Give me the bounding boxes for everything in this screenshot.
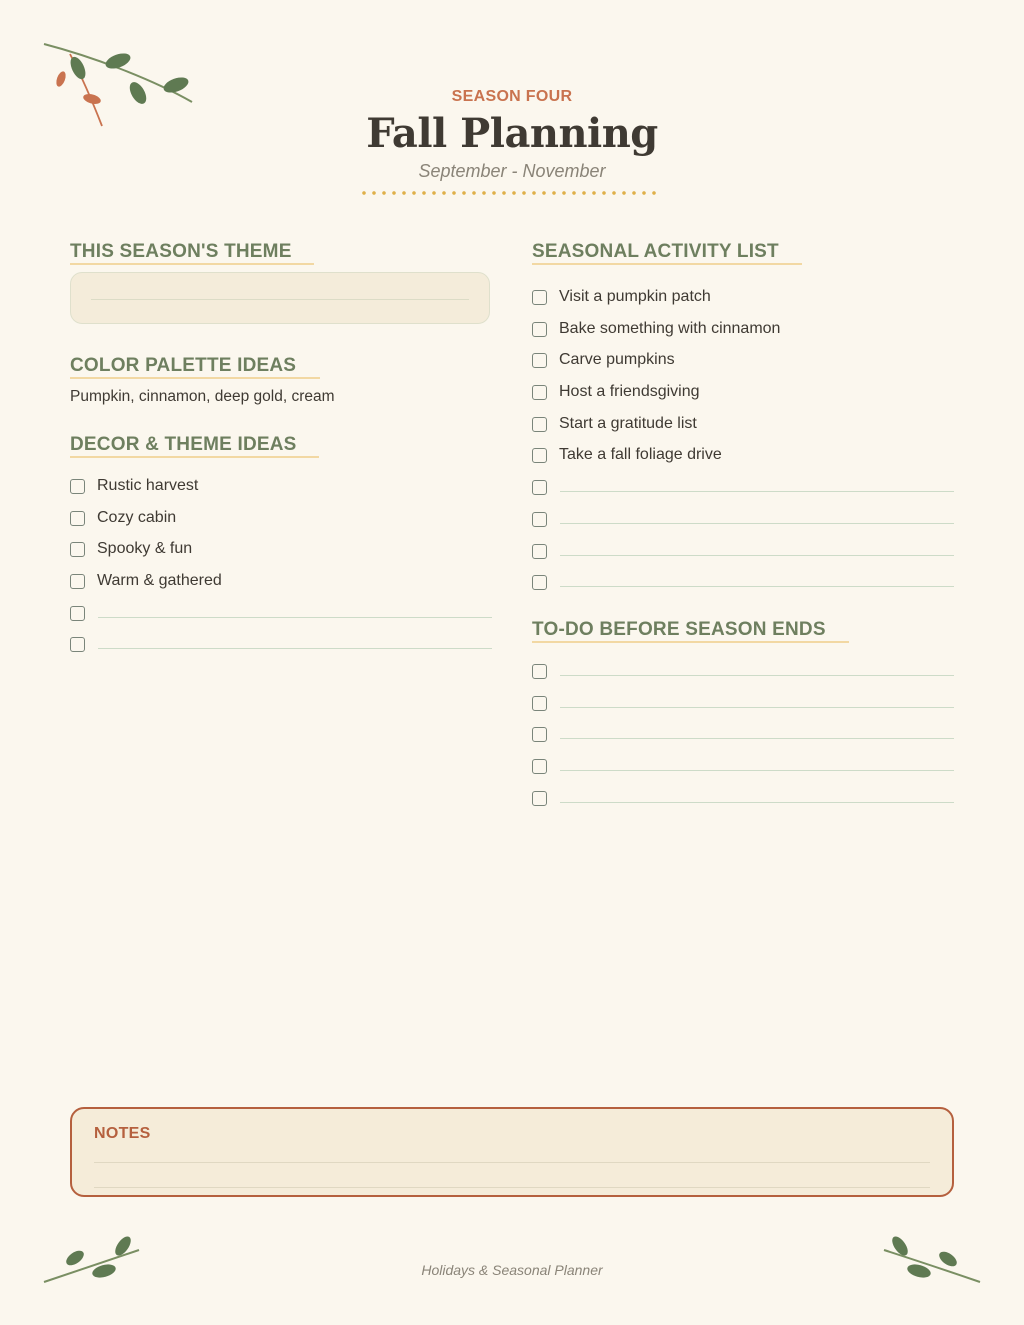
notes-box[interactable] xyxy=(70,1107,954,1197)
palette-heading: COLOR PALETTE IDEAS xyxy=(70,355,297,376)
checklist-item xyxy=(532,353,954,385)
leafy-sprig-icon xyxy=(880,1230,985,1288)
checkbox[interactable] xyxy=(532,417,547,432)
season-label: SEASON FOUR xyxy=(451,88,573,105)
dotted-divider xyxy=(359,190,659,196)
activities-heading: SEASONAL ACTIVITY LIST xyxy=(532,241,779,262)
theme-input-box[interactable] xyxy=(70,272,490,324)
page-title: Fall Planning xyxy=(366,110,658,157)
todo-list xyxy=(532,664,954,822)
checklist-item xyxy=(532,696,954,728)
checklist-item xyxy=(532,448,954,480)
theme-heading-underline xyxy=(70,263,314,265)
notes-line xyxy=(94,1162,930,1163)
activities-heading-underline xyxy=(532,263,802,265)
checklist-item-label: Host a friendsgiving xyxy=(559,383,700,401)
blank-entry-line[interactable] xyxy=(560,802,954,803)
checkbox[interactable] xyxy=(532,544,547,559)
checklist-item xyxy=(532,575,954,607)
decor-heading: DECOR & THEME IDEAS xyxy=(70,434,297,455)
checklist-item-label: Bake something with cinnamon xyxy=(559,319,781,337)
checkbox[interactable] xyxy=(70,574,85,589)
checklist-item xyxy=(532,512,954,544)
checklist-item-label: Warm & gathered xyxy=(97,572,222,590)
checklist-item xyxy=(70,606,492,638)
theme-heading: THIS SEASON'S THEME xyxy=(70,241,292,262)
blank-entry-line[interactable] xyxy=(560,523,954,524)
blank-entry-line[interactable] xyxy=(560,738,954,739)
checklist-item xyxy=(532,290,954,322)
checklist-item xyxy=(532,480,954,512)
checklist-item xyxy=(532,544,954,576)
checkbox[interactable] xyxy=(532,385,547,400)
checklist-item-label: Take a fall foliage drive xyxy=(559,446,722,464)
checkbox[interactable] xyxy=(532,512,547,527)
checkbox[interactable] xyxy=(70,479,85,494)
checkbox[interactable] xyxy=(532,727,547,742)
checklist-item xyxy=(70,508,492,543)
blank-entry-line[interactable] xyxy=(560,491,954,492)
checklist-item xyxy=(532,414,954,449)
notes-line xyxy=(94,1187,930,1188)
blank-entry-line[interactable] xyxy=(560,555,954,556)
checklist-item xyxy=(532,319,954,354)
checklist-item xyxy=(532,664,954,696)
todo-heading: TO-DO BEFORE SEASON ENDS xyxy=(532,619,826,640)
checkbox[interactable] xyxy=(532,791,547,806)
checkbox[interactable] xyxy=(532,322,547,337)
decor-heading-underline xyxy=(70,456,319,458)
checkbox[interactable] xyxy=(532,290,547,305)
palette-heading-underline xyxy=(70,377,320,379)
decor-list xyxy=(70,479,492,669)
activities-list xyxy=(532,290,954,607)
blank-entry-line[interactable] xyxy=(560,770,954,771)
notes-title: NOTES xyxy=(94,1125,151,1142)
checkbox[interactable] xyxy=(532,696,547,711)
checklist-item xyxy=(532,759,954,791)
blank-entry-line[interactable] xyxy=(98,617,492,618)
checkbox[interactable] xyxy=(532,448,547,463)
blank-entry-line[interactable] xyxy=(560,707,954,708)
checklist-item xyxy=(532,727,954,759)
blank-entry-line[interactable] xyxy=(560,675,954,676)
checkbox[interactable] xyxy=(70,511,85,526)
checklist-item-label: Carve pumpkins xyxy=(559,351,675,369)
leafy-sprig-icon xyxy=(40,1230,145,1288)
checklist-item xyxy=(70,542,492,574)
checklist-item-label: Spooky & fun xyxy=(97,540,193,558)
checklist-item-label: Visit a pumpkin patch xyxy=(559,288,711,305)
checkbox[interactable] xyxy=(532,664,547,679)
checklist-item xyxy=(70,574,492,606)
todo-heading-underline xyxy=(532,641,849,643)
checklist-item-label: Rustic harvest xyxy=(97,477,199,494)
blank-entry-line[interactable] xyxy=(560,586,954,587)
checklist-item-label: Cozy cabin xyxy=(97,508,177,526)
footer-text: Holidays & Seasonal Planner xyxy=(421,1262,603,1278)
checkbox[interactable] xyxy=(70,606,85,621)
checkbox[interactable] xyxy=(532,759,547,774)
palette-text: Pumpkin, cinnamon, deep gold, cream xyxy=(70,388,335,405)
checklist-item xyxy=(70,637,492,669)
checklist-item xyxy=(532,791,954,823)
checklist-item-label: Start a gratitude list xyxy=(559,414,697,432)
checklist-item xyxy=(532,385,954,417)
page-subtitle: September - November xyxy=(418,161,606,181)
checkbox[interactable] xyxy=(532,575,547,590)
checkbox[interactable] xyxy=(70,637,85,652)
checkbox[interactable] xyxy=(532,353,547,368)
blank-entry-line[interactable] xyxy=(98,648,492,649)
checklist-item xyxy=(70,479,492,511)
checkbox[interactable] xyxy=(70,542,85,557)
checkbox[interactable] xyxy=(532,480,547,495)
